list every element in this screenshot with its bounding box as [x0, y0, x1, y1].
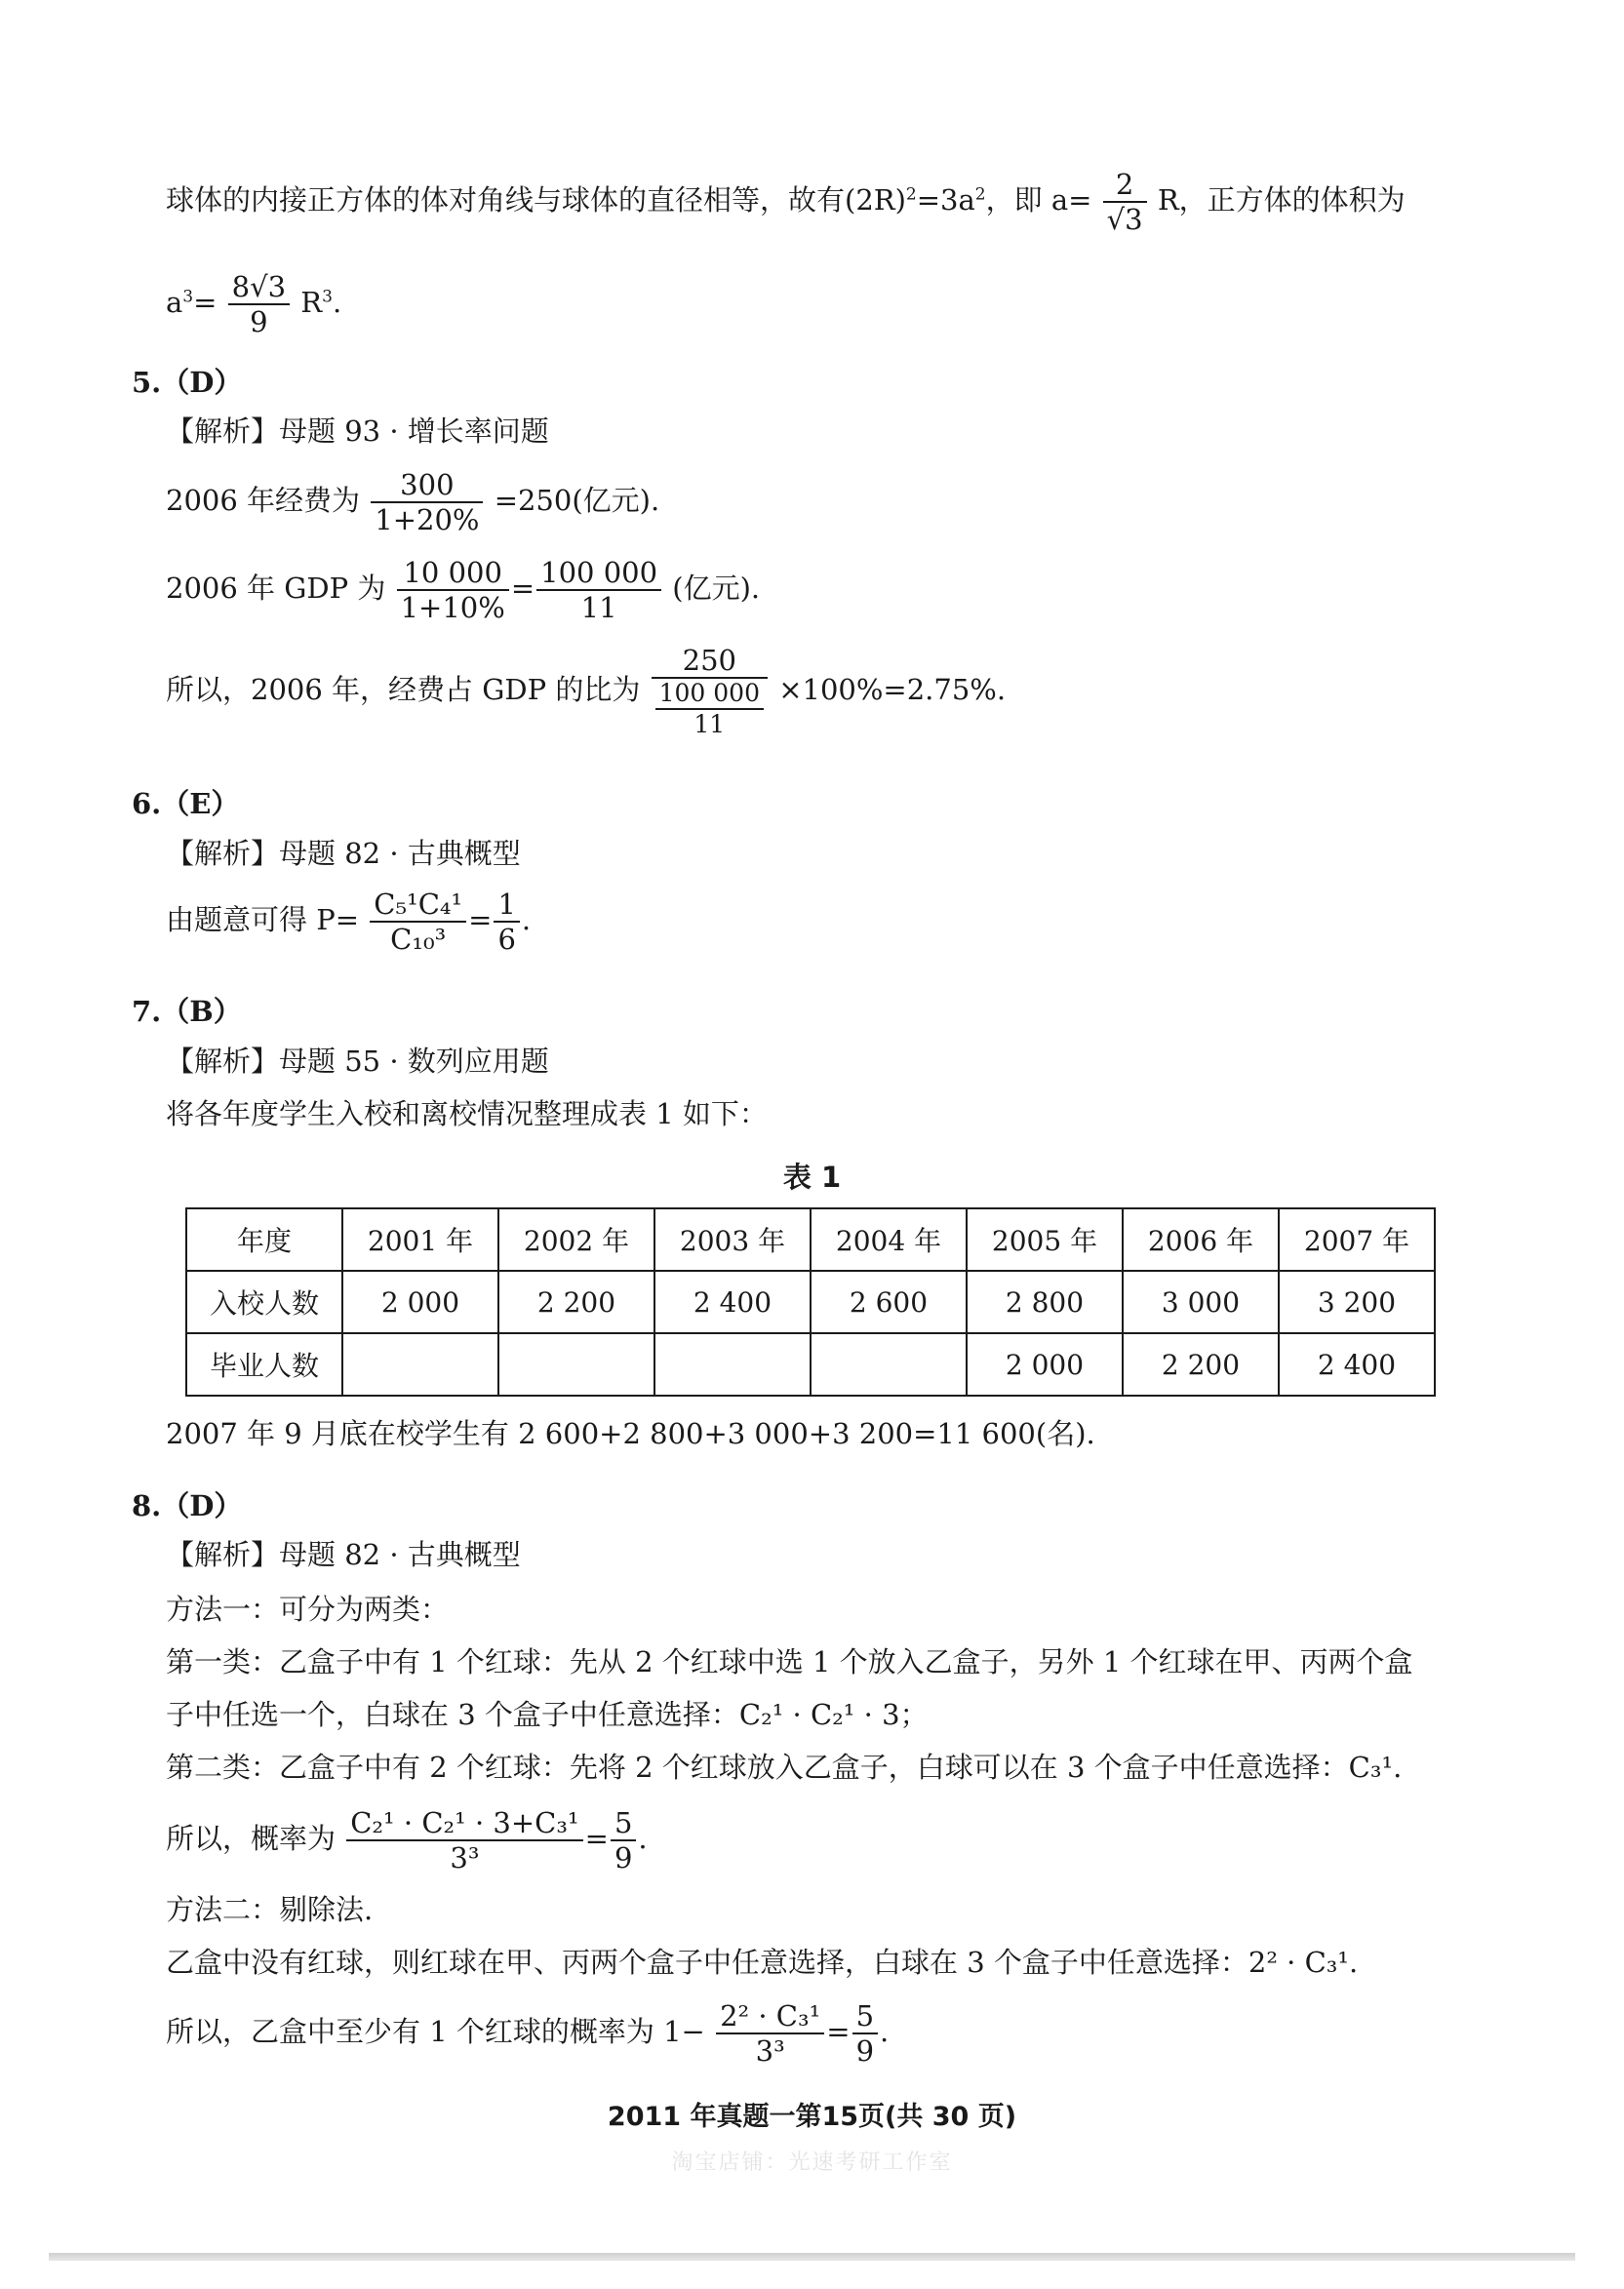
- fraction: $\frac{2}{√3}$: [1103, 168, 1147, 236]
- q5-line-1: 2006 年经费为 $\frac{300}{1+20\%}$ =250(亿元).: [166, 468, 660, 536]
- q7-intro: 将各年度学生入校和离校情况整理成表 1 如下：: [166, 1097, 768, 1130]
- top-line-1: 球体的内接正方体的体对角线与球体的直径相等，故有$(2R)^2=3a^2$，即 a= $\frac{2}{√3}$ R，正方体的体积为: [166, 168, 1406, 236]
- table-cell: [342, 1333, 498, 1396]
- fraction: $\frac{10 000}{1+10\%}$: [397, 556, 509, 624]
- fraction: $\frac{5}{9}$: [852, 1999, 878, 2068]
- q8-method-2-line-2: 所以，乙盒中至少有 1 个红球的概率为 1− $\frac{\text{2² · C₃¹}}{\text{3³}}$ = $\frac{5}{9}$ .: [166, 1999, 890, 2068]
- table-cell: [811, 1333, 967, 1396]
- table-header-cell: 2006 年: [1123, 1208, 1279, 1271]
- q8-case-1b: 子中任选一个，白球在 3 个盒子中任意选择：C₂¹ · C₂¹ · 3；: [166, 1698, 929, 1731]
- jiexi-6: 【解析】母题 82 · 古典概型: [166, 837, 521, 870]
- jiexi-5: 【解析】母题 93 · 增长率问题: [166, 414, 549, 448]
- question-number-5: 5.（D）: [132, 366, 243, 399]
- table-header-cell: 年度: [186, 1208, 342, 1271]
- question-number-6: 6.（E）: [132, 787, 240, 820]
- table-cell: [654, 1333, 811, 1396]
- table-cell: 2 200: [498, 1271, 654, 1333]
- compound-fraction: $\frac{250}{\frac{100 000}{11}}$: [652, 644, 768, 739]
- table-cell: 2 600: [811, 1271, 967, 1333]
- table-cell: [498, 1333, 654, 1396]
- fraction: $\frac{\text{C₂¹ · C₂¹ · 3+C₃¹}}{\text{3³}}$: [346, 1806, 582, 1875]
- table-header-cell: 2007 年: [1279, 1208, 1435, 1271]
- table-cell: 2 000: [342, 1271, 498, 1333]
- table-cell: 3 000: [1123, 1271, 1279, 1333]
- table-row: [186, 1333, 1435, 1396]
- enrollment-table: [185, 1207, 1436, 1397]
- table-cell: 2 400: [1279, 1333, 1435, 1396]
- q7-conclusion: 2007 年 9 月底在校学生有 2 600+2 800+3 000+3 200=11 600(名).: [166, 1417, 1095, 1450]
- table-cell: 入校人数: [186, 1271, 342, 1333]
- q8-case-2: 第二类：乙盒子中有 2 个红球：先将 2 个红球放入乙盒子，白球可以在 3 个盒子中任意选择：C₃¹.: [166, 1751, 1403, 1784]
- table-header-cell: 2001 年: [342, 1208, 498, 1271]
- fraction: $\frac{5}{9}$: [611, 1806, 636, 1875]
- table-title: 表 1: [782, 1161, 842, 1194]
- table-cell: 3 200: [1279, 1271, 1435, 1333]
- bottom-divider: [49, 2253, 1575, 2261]
- q6-line-1: 由题意可得 P= $\frac{\text{C₅¹C₄¹}}{\text{C₁₀³}}$ = $\frac{1}{6}$ .: [166, 888, 532, 956]
- table-cell: 2 000: [967, 1333, 1123, 1396]
- table-header-cell: 2004 年: [811, 1208, 967, 1271]
- question-number-8: 8.（D）: [132, 1489, 243, 1522]
- q8-case-1a: 第一类：乙盒子中有 1 个红球：先从 2 个红球中选 1 个放入乙盒子，另外 1 个红球在甲、丙两个盒: [166, 1645, 1413, 1678]
- jiexi-7: 【解析】母题 55 · 数列应用题: [166, 1045, 549, 1078]
- table-header-cell: 2002 年: [498, 1208, 654, 1271]
- fraction: $\frac{300}{1+20\%}$: [371, 468, 483, 536]
- fraction: $\frac{1}{6}$: [494, 888, 519, 956]
- page-footer: 2011 年真题一第15页(共 30 页): [607, 2102, 1017, 2132]
- q8-method-1: 方法一：可分为两类：: [166, 1593, 450, 1626]
- fraction: $\frac{\text{C₅¹C₄¹}}{\text{C₁₀³}}$: [370, 888, 466, 956]
- fraction: $\frac{8√3}{9}$: [228, 270, 290, 338]
- q5-line-3: 所以，2006 年，经费占 GDP 的比为 $\frac{250}{\frac{100 000}{11}}$ ×100%=2.75%.: [166, 644, 1007, 738]
- fraction: $\frac{\text{2² · C₃¹}}{\text{3³}}$: [716, 1999, 824, 2068]
- watermark: 淘宝店铺：光速考研工作室: [671, 2151, 953, 2175]
- table-header-cell: 2005 年: [967, 1208, 1123, 1271]
- top-line-2: $a^3=$ $\frac{8√3}{9}$ $R^3$.: [166, 270, 342, 338]
- q8-method-2-line-1: 乙盒中没有红球，则红球在甲、丙两个盒子中任意选择，白球在 3 个盒子中任意选择：2² · C₃¹.: [166, 1946, 1359, 1979]
- table-cell: 2 800: [967, 1271, 1123, 1333]
- table-cell: 2 200: [1123, 1333, 1279, 1396]
- fraction: $\frac{100 000}{11}$: [536, 556, 661, 624]
- table-row: [186, 1271, 1435, 1333]
- table-row: [186, 1208, 1435, 1271]
- table-header-cell: 2003 年: [654, 1208, 811, 1271]
- question-number-7: 7.（B）: [132, 995, 242, 1028]
- jiexi-8: 【解析】母题 82 · 古典概型: [166, 1538, 521, 1571]
- q8-method-2: 方法二：剔除法.: [166, 1893, 374, 1926]
- q5-line-2: 2006 年 GDP 为 $\frac{10 000}{1+10\%}$ = $\frac{100 000}{11}$ (亿元).: [166, 556, 761, 624]
- table-cell: 2 400: [654, 1271, 811, 1333]
- table-cell: 毕业人数: [186, 1333, 342, 1396]
- q8-prob-1: 所以，概率为 $\frac{\text{C₂¹ · C₂¹ · 3+C₃¹}}{\text{3³}}$ = $\frac{5}{9}$ .: [166, 1806, 648, 1875]
